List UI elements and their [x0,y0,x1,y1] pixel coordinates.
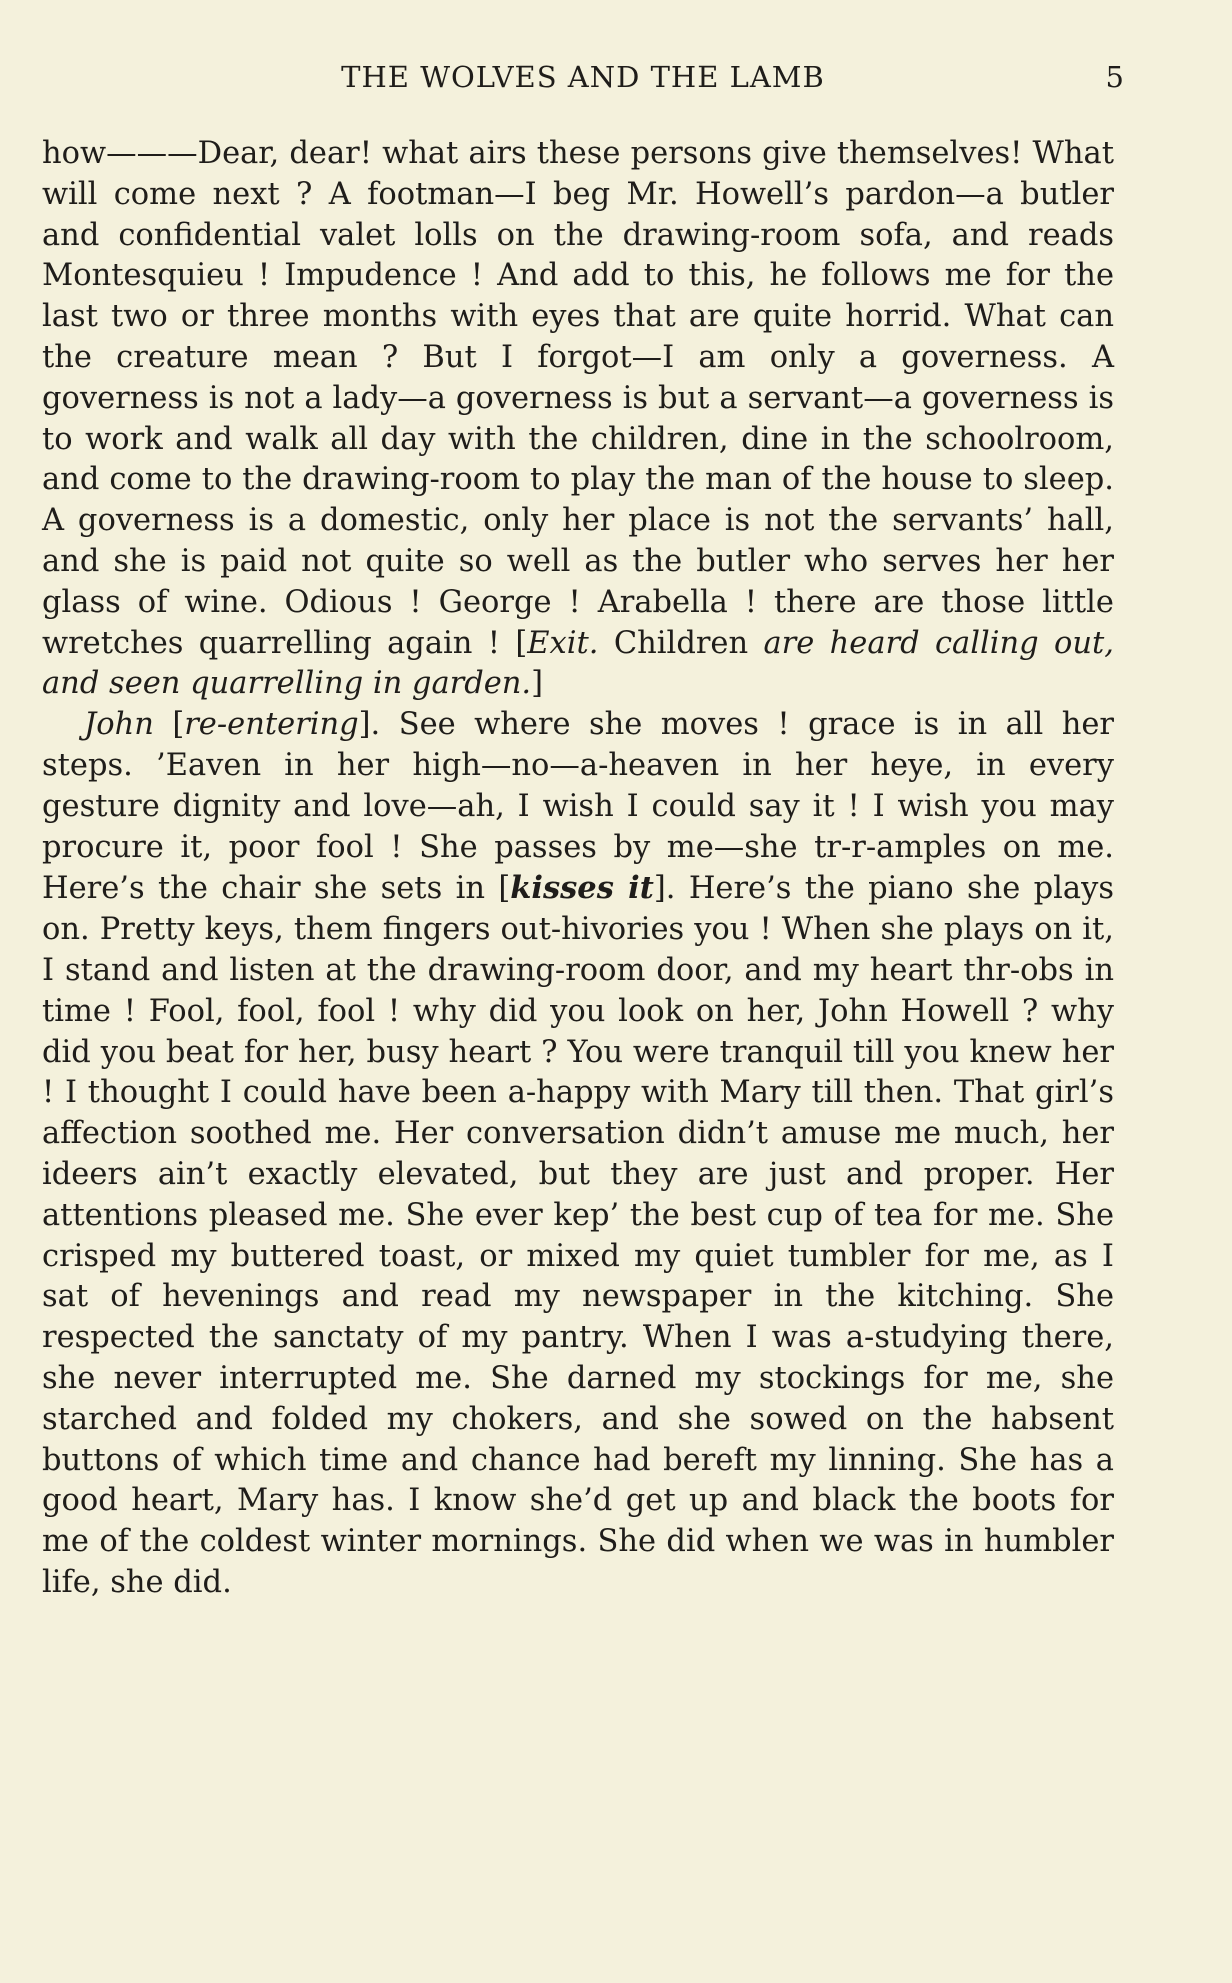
speaker-name: John [84,707,154,743]
running-title: THE WOLVES AND THE LAMB [341,60,825,94]
body-text [42,134,1114,1604]
paragraph-governess [42,134,1114,705]
john-speech-part-2: ]. Here’s the piano she plays on. Pretty keys, them fingers out-hivories you ! When she plays on it, I stand and listen at the drawing-room door, and my heart thr-obs in time ! Fool, fool, fool ! why did you look on her, John Howell ? why did you beat for her, busy heart ? You were tranquil till you knew her ! I thought I could have been a-happy with Mary till then. That girl’s affection soothed me. Her conversation didn’t amuse me much, her ideers ain’t exactly elevated, but they are just and proper. Her attentions pleased me. She ever kep’ the best cup of tea for me. She crisped my buttered toast, or mixed my quiet tumbler for me, as I sat of hevenings and read my newspaper in the kitching. She respected the sanctaty of my pantry. When I was a-studying there, she never interrupted me. She darned my stockings for me, she starched and folded my chokers, and she sowed on the habsent buttons of which time and chance had bereft my linning. She has a good heart, Mary has. I know she’d get up and black the boots for me of the coldest winter mornings. She did when we was in humbler life, she did. [42,871,1114,1600]
stage-children: Children [598,625,764,661]
governess-speech: how———Dear, dear! what airs these persons give themselves! What will come next ? A footman—I beg Mr. Howell’s pardon—a butler and confidential valet lolls on the drawing-room sofa, and reads Montesquieu ! Impudence ! And add to this, he follows me for the last two or three months with eyes that are quite horrid. What can the creature mean ? But I forgot—I am only a governess. A governess is not a lady—a governess is but a servant—a governess is to work and walk all day with the children, dine in the schoolroom, and come to the drawing-room to play the man of the house to sleep. A governess is a domestic, only her place is not the servants’ hall, and she is paid not quite so well as the butler who serves her her glass of wine. Odious ! George ! Arabella ! there are those little wretches quarrelling again ! [42,136,1114,661]
direction-open: [ [153,707,185,743]
john-speech-part-1: See where she moves ! grace is in all her steps. ’Eaven in her high—no—a-heaven in her heye, in every gesture dignity and love—ah, I wish I could say it ! I wish you may procure it, poor fool ! She passes by me—she tr-r-amples on me. Here’s the chair she sets in [ [42,707,1114,907]
bracket-open: [ [500,625,528,661]
bracket-close: ] [531,666,544,702]
kisses-direction: kisses it [510,870,654,907]
paragraph-john [42,705,1114,1604]
stage-exit: Exit. [527,625,599,661]
running-head [42,60,1124,100]
speaker-direction: re-entering [184,707,359,743]
direction-close: ]. [358,707,381,743]
stage-direction: are heard calling out, and seen quarrelling in garden. [42,625,1114,702]
page-number: 5 [1105,60,1124,94]
